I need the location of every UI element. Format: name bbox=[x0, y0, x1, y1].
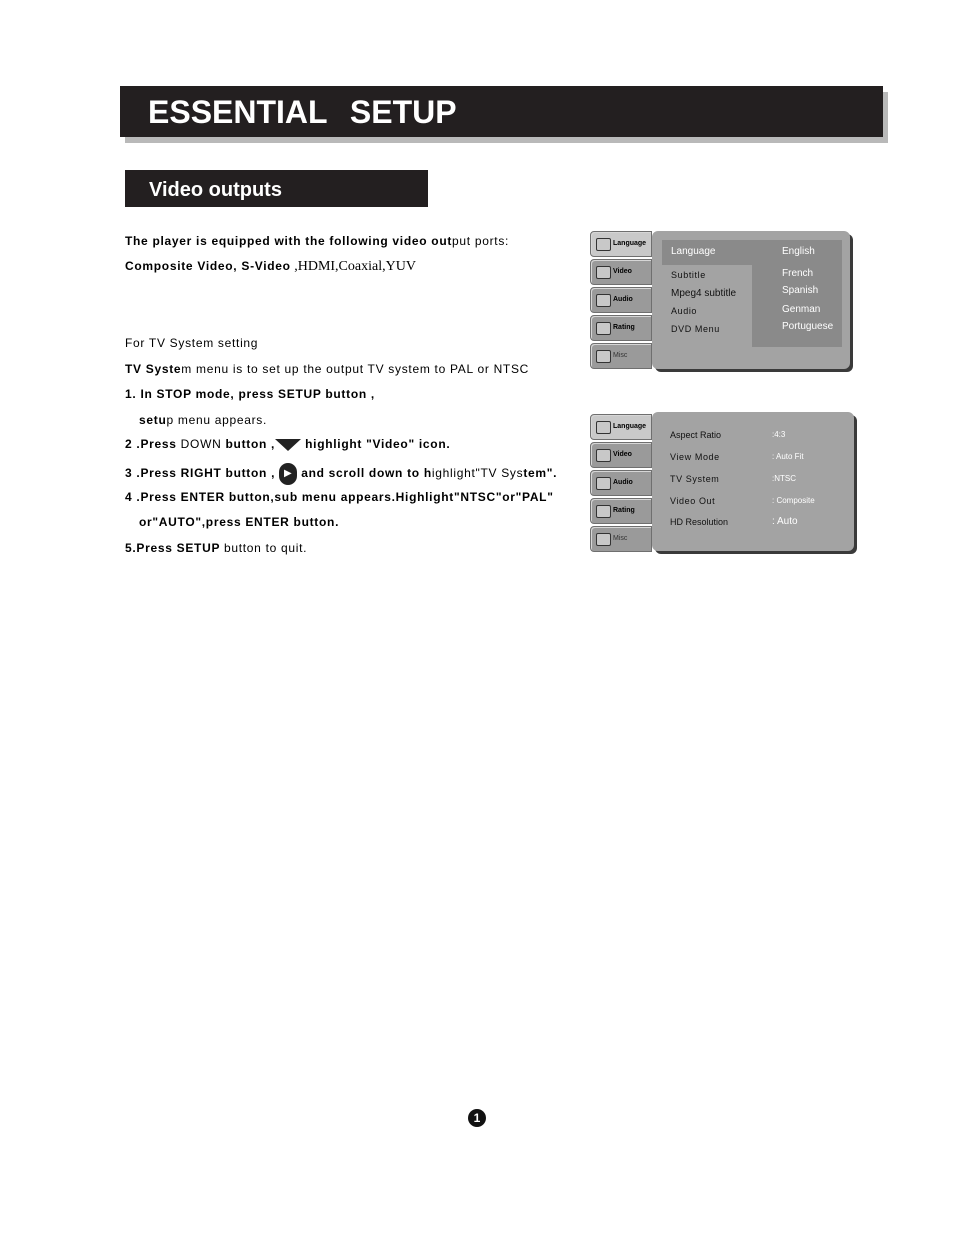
tv-desc-bold: TV Syste bbox=[125, 362, 182, 376]
step-1: 1. In STOP mode, press SETUP button , bbox=[125, 387, 375, 401]
tab-label: Rating bbox=[613, 324, 635, 331]
osd2-item: Aspect Ratio bbox=[670, 430, 722, 440]
tv-description bbox=[125, 362, 529, 376]
osd1-tab-language bbox=[590, 231, 652, 257]
step-3-c: ighlight"TV Sys bbox=[431, 466, 524, 481]
step-5 bbox=[125, 541, 307, 555]
intro-line-2 bbox=[125, 259, 416, 275]
tab-label: Language bbox=[613, 240, 647, 247]
step-5-a: 5.Press SETUP bbox=[125, 541, 224, 555]
osd2-value: :4:3 bbox=[772, 430, 786, 439]
osd2-value: : Auto Fit bbox=[772, 452, 804, 461]
step-2-c: button , bbox=[221, 437, 276, 451]
video-icon bbox=[596, 266, 611, 279]
lock-icon bbox=[596, 322, 611, 335]
osd2-tab-rating bbox=[590, 498, 652, 524]
intro-line-1-bold: The player is equipped with the following video out bbox=[125, 234, 453, 248]
osd2-item: View Mode bbox=[670, 452, 720, 462]
osd2-tab-language bbox=[590, 414, 652, 440]
osd1-panel bbox=[652, 231, 850, 369]
osd1-item: Language bbox=[671, 246, 716, 257]
osd1-option: Genman bbox=[782, 304, 821, 315]
misc-icon bbox=[596, 533, 611, 546]
osd2-item: Video Out bbox=[670, 496, 716, 506]
tab-label: Rating bbox=[613, 507, 635, 514]
tv-heading: For TV System setting bbox=[125, 336, 259, 350]
section-title: Video outputs bbox=[149, 179, 282, 201]
osd1-item: DVD Menu bbox=[671, 324, 720, 334]
osd2-tab-video bbox=[590, 442, 652, 468]
down-arrow-icon bbox=[275, 439, 301, 451]
osd2-panel bbox=[652, 412, 854, 551]
osd1-item: Subtitle bbox=[671, 270, 706, 280]
language-icon bbox=[596, 238, 611, 251]
osd2-item: HD Resolution bbox=[670, 517, 729, 527]
intro-line-1-rest: put ports: bbox=[452, 234, 510, 248]
section-bar bbox=[125, 170, 428, 207]
tv-desc-rest: m menu is to set up the output TV system to PAL or NTSC bbox=[181, 362, 530, 376]
step-2 bbox=[125, 437, 450, 451]
intro-line-1 bbox=[125, 234, 509, 248]
osd2-item: TV System bbox=[670, 474, 720, 484]
step-3-d: tem". bbox=[523, 466, 558, 481]
misc-icon bbox=[596, 350, 611, 363]
step-1-cont-rest: p menu appears. bbox=[166, 413, 268, 427]
language-icon bbox=[596, 421, 611, 434]
step-3 bbox=[125, 463, 557, 485]
step-2-d: highlight "Video" icon. bbox=[301, 437, 451, 451]
page-number: 1 bbox=[468, 1109, 486, 1127]
osd1-tab-video bbox=[590, 259, 652, 285]
osd1-tab-audio bbox=[590, 287, 652, 313]
osd2-tab-misc bbox=[590, 526, 652, 552]
osd1-option: Spanish bbox=[782, 285, 819, 296]
step-3-b: and scroll down to h bbox=[297, 466, 432, 481]
audio-icon bbox=[596, 477, 611, 490]
step-1-cont-bold: setu bbox=[139, 413, 167, 427]
header-title: ESSENTIAL SETUP bbox=[148, 94, 457, 130]
step-2-b: DOWN bbox=[180, 437, 222, 451]
tab-label: Video bbox=[613, 268, 632, 275]
intro-line-2-bold: Composite Video, S-Video bbox=[125, 259, 291, 273]
osd2-tab-audio bbox=[590, 470, 652, 496]
osd2-value: :NTSC bbox=[772, 474, 796, 483]
right-arrow-icon: ▶ bbox=[279, 463, 297, 485]
intro-line-2-rest: ,HDMI,Coaxial,YUV bbox=[290, 259, 416, 274]
osd1-option: English bbox=[782, 246, 815, 257]
tab-label: Misc bbox=[613, 535, 628, 542]
tab-label: Video bbox=[613, 451, 632, 458]
step-4: 4 .Press ENTER button,sub menu appears.Highlight"NTSC"or"PAL" bbox=[125, 490, 554, 504]
step-5-b: button to quit. bbox=[223, 541, 308, 555]
tab-label: Audio bbox=[613, 479, 633, 486]
step-3-a: 3 .Press RIGHT button , bbox=[125, 466, 276, 481]
tab-label: Language bbox=[613, 423, 647, 430]
step-1-cont bbox=[139, 413, 267, 427]
page-header bbox=[120, 86, 883, 137]
osd2-value: : Composite bbox=[772, 496, 815, 505]
audio-icon bbox=[596, 294, 611, 307]
osd1-tab-rating bbox=[590, 315, 652, 341]
tab-label: Audio bbox=[613, 296, 633, 303]
osd1-item: Audio bbox=[671, 306, 698, 316]
osd2-value: : Auto bbox=[772, 516, 798, 527]
tab-label: Misc bbox=[613, 352, 628, 359]
osd1-tab-misc bbox=[590, 343, 652, 369]
lock-icon bbox=[596, 505, 611, 518]
osd1-option: Portuguese bbox=[782, 321, 834, 332]
step-4-cont: or"AUTO",press ENTER button. bbox=[139, 515, 340, 529]
step-2-a: 2 .Press bbox=[125, 437, 181, 451]
osd1-option: French bbox=[782, 268, 814, 279]
video-icon bbox=[596, 449, 611, 462]
osd1-item: Mpeg4 subtitle bbox=[671, 288, 737, 299]
